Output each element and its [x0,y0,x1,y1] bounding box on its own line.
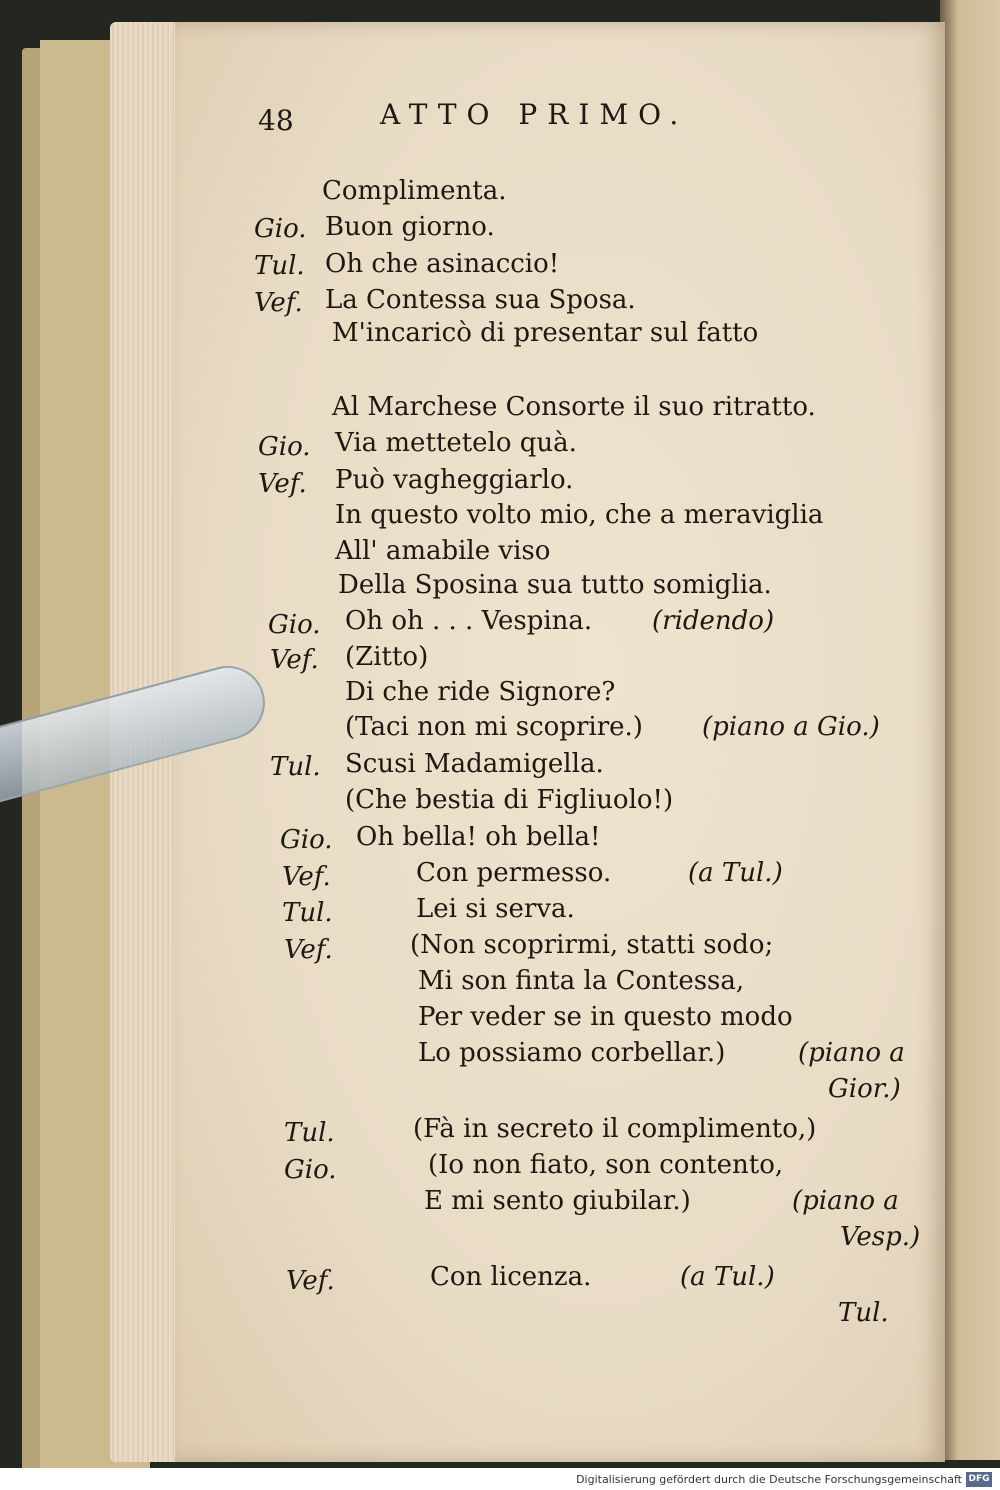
text-line: Lo possiamo corbellar.) [418,1038,726,1068]
text-line: Con licenza. [430,1262,592,1292]
footer-credit: Digitalisierung gefördert durch die Deutsche Forschungsgemeinschaft [576,1473,962,1486]
speaker-label: Vef. [282,862,331,892]
speaker-label: Gio. [258,432,311,462]
speaker-label: Gio. [280,825,333,855]
text-line: Può vagheggiarlo. [335,465,574,495]
speaker-label: Vef. [284,935,333,965]
stage-direction: (piano a [792,1186,899,1216]
text-line: Con permesso. [416,858,612,888]
speaker-label: Gio. [284,1155,337,1185]
text-line: Buon giorno. [325,212,495,242]
dfg-logo: DFG [966,1472,992,1487]
text-line: Oh bella! oh bella! [356,822,601,852]
text-line: M'incaricò di presentar sul fatto [332,318,759,348]
speaker-label: Gio. [268,610,321,640]
facing-page-edge [940,0,1000,1460]
speaker-label: Tul. [270,752,321,782]
text-line: (Taci non mi scoprire.) [345,712,643,742]
stage-direction: (piano a [798,1038,905,1068]
text-line: Di che ride Signore? [345,677,616,707]
text-line: (Che bestia di Figliuolo!) [345,785,674,815]
text-line: (Fà in secreto il complimento,) [413,1114,817,1144]
text-line: Scusi Madamigella. [345,749,604,779]
text-line: Mi son finta la Contessa, [418,966,745,996]
stage-direction: (piano a Gio.) [702,712,880,742]
speaker-label: Vef. [258,469,307,499]
stage-direction: (ridendo) [652,606,775,636]
speaker-label: Gio. [254,214,307,244]
text-line: Via mettetelo quà. [335,428,577,458]
text-line: Oh che asinaccio! [325,249,560,279]
text-line: Per veder se in questo modo [418,1002,793,1032]
speaker-label: Vef. [270,645,319,675]
stage-direction: Vesp.) [840,1222,921,1252]
text-line: Della Sposina sua tutto somiglia. [338,570,772,600]
text-line: Al Marchese Consorte il suo ritratto. [332,392,816,422]
page-number: 48 [258,104,294,137]
speaker-label: Tul. [284,1118,335,1148]
speaker-label: Vef. [286,1266,335,1296]
stage-direction: (a Tul.) [680,1262,775,1292]
text-line: (Zitto) [345,642,429,672]
running-header: ATTO PRIMO. [380,98,689,131]
speaker-label: Tul. [282,898,333,928]
text-line: Oh oh . . . Vespina. [345,606,593,636]
stage-direction: Gior.) [828,1074,901,1104]
stage-direction: (a Tul.) [688,858,783,888]
speaker-label: Tul. [254,251,305,281]
text-line: Lei si serva. [416,894,575,924]
text-line: (Io non fiato, son contento, [428,1150,784,1180]
text-line: E mi sento giubilar.) [424,1186,691,1216]
catchword: Tul. [838,1298,889,1328]
text-line: In questo volto mio, che a meraviglia [335,500,824,530]
text-line: (Non scoprirmi, statti sodo; [410,930,774,960]
text-line: Complimenta. [322,176,507,206]
text-line: La Contessa sua Sposa. [325,285,636,315]
speaker-label: Vef. [254,288,303,318]
text-line: All' amabile viso [335,536,551,566]
